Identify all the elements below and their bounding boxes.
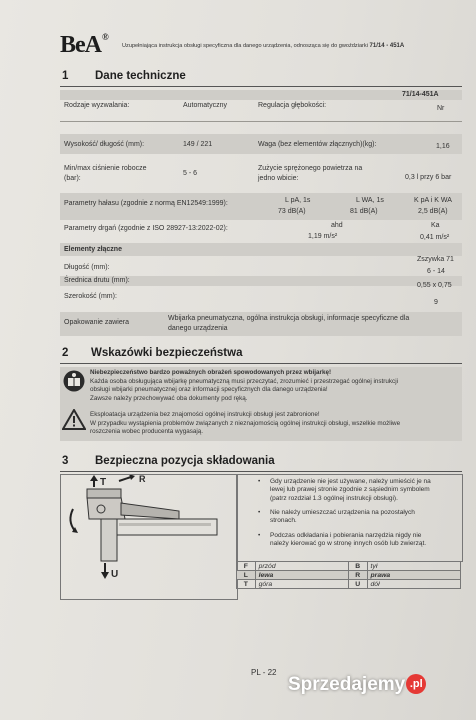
safety-warning-1: [90, 369, 398, 403]
pack-value-2: danego urządzenia: [168, 325, 228, 332]
direction-legend-table: [236, 561, 461, 589]
bullet-text: [270, 478, 431, 503]
page-number: PL - 22: [251, 668, 277, 677]
bullet-line: Podczas odkładania i pobierania narzędzia nigdy nie: [270, 532, 422, 539]
noise-k-value: 2,5 dB(A): [418, 208, 448, 215]
noise-k-label: K pA i K WA: [414, 197, 452, 204]
warning-line: Eksploatacja urządzenia bez znajomości ogólnej instrukcji obsługi jest zabronione!: [90, 411, 320, 418]
noise-lwa-label: L WA, 1s: [356, 197, 384, 204]
divider: [60, 121, 462, 122]
warning-line: obsługi wbijarki pneumatycznej oraz informacji specyficznych dla danego urządzenia!: [90, 386, 328, 394]
bullet-line: należy kierować go w stronę innych osób lub zwierząt.: [270, 540, 427, 548]
bullet-text: [270, 509, 415, 526]
length-label: Długość (mm):: [64, 264, 110, 271]
size-label: Wysokość/ długość (mm):: [64, 141, 145, 148]
direction-value: przód: [255, 562, 348, 571]
watermark-logo: .pl: [406, 674, 426, 694]
nailer-illustration-icon: [61, 475, 237, 599]
vibration-label: Parametry drgań (zgodnie z ISO 28927-13:2022-02):: [64, 225, 228, 232]
logo-text: BeA: [60, 32, 101, 58]
direction-row: [237, 562, 461, 571]
direction-row: [237, 571, 461, 580]
header-model: 71/14 - 451A: [369, 43, 405, 49]
pack-label: Opakowanie zawiera: [64, 319, 129, 326]
depth-label: Regulacja głębokości:: [258, 102, 327, 109]
air-value: 0,3 l przy 6 bar: [405, 174, 452, 181]
bullet-line: stronach.: [270, 517, 297, 525]
warning-triangle-icon: [62, 409, 86, 430]
pack-value: Wbijarka pneumatyczna, ogólna instrukcja obsługi, informacje specyficzne dla: [168, 315, 410, 322]
section-title: Bezpieczna pozycja składowania: [95, 455, 275, 467]
direction-key: T: [237, 580, 256, 589]
size-value: 149 / 221: [183, 141, 213, 148]
section-title: Wskazówki bezpieczeństwa: [91, 347, 243, 359]
length-value: 6 - 14: [427, 268, 445, 275]
warning-line: W przypadku wystąpienia problemów związanych z nieznajomością ogólnej instrukcji obsługi, wszelkie możliwe: [90, 419, 401, 427]
section-number: 1: [62, 70, 69, 82]
pressure-label-unit: (bar):: [64, 175, 81, 182]
arrow-bottom-label: U: [111, 569, 119, 580]
bullet-line: (patrz rozdział 1.3 ogólnej instrukcji obsługi).: [270, 494, 398, 502]
width-label: Szerokość (mm):: [64, 293, 117, 300]
watermark: [288, 674, 426, 696]
direction-value: prawa: [367, 571, 460, 580]
direction-key: U: [348, 580, 367, 589]
fasteners-value: Zszywka 71: [417, 256, 454, 263]
vibration-a-value: 1,19 m/s²: [308, 233, 338, 240]
watermark-text: Sprzedajemy: [288, 674, 406, 695]
noise-lwa-value: 81 dB(A): [350, 208, 378, 215]
direction-key: F: [237, 562, 256, 571]
noise-lpa-value: 73 dB(A): [278, 208, 306, 215]
depth-value: Nr: [437, 105, 445, 112]
width-value: 9: [434, 299, 438, 306]
warning-title: Niebezpieczeństwo bardzo poważnych obrażeń spowodowanych przez wbijarkę!: [90, 369, 332, 376]
direction-key: B: [348, 562, 367, 571]
bullet-line: lewej lub prawej stronie zgodnie z sąsiednim symbolem: [270, 486, 430, 494]
noise-lpa-label: L pA, 1s: [285, 197, 311, 204]
wire-label: Średnica drutu (mm):: [64, 277, 130, 284]
air-label-2: jedno wbicie:: [258, 175, 299, 182]
air-label: Zużycie sprężonego powietrza na: [258, 165, 363, 172]
arrow-right-label: R: [139, 474, 146, 484]
logo-mark: ®: [102, 32, 108, 42]
weight-label: Waga (bez elementów złącznych)(kg):: [258, 141, 377, 148]
section-number: 2: [62, 347, 69, 359]
pressure-value: 5 - 6: [183, 170, 198, 177]
noise-label: Parametry hałasu (zgodnie z normą EN12549:1999):: [64, 200, 228, 207]
section-2-rule: [60, 363, 462, 364]
pressure-label: Min/max ciśnienie robocze: [64, 165, 147, 172]
bullet-dot: •: [258, 478, 261, 485]
fasteners-label: Elementy złączne: [64, 246, 122, 253]
bullet-dot: •: [258, 509, 261, 516]
model-header: 71/14-451A: [402, 91, 439, 98]
bullet-line: Nie należy umieszczać urządzenia na pozostałych: [270, 509, 415, 516]
direction-key: L: [237, 571, 256, 580]
direction-value: lewa: [255, 571, 348, 580]
header-description: Uzupełniająca instrukcja obsługi specyficzna dla danego urządzenia, odnosząca się do gwoździarki: [122, 43, 368, 49]
direction-row: [237, 580, 461, 589]
vibration-a-label: ahd: [331, 222, 343, 229]
section-3-rule: [60, 471, 462, 472]
direction-value: góra: [255, 580, 348, 589]
direction-value: dół: [367, 580, 460, 589]
direction-key: R: [348, 571, 367, 580]
wire-value: 0,55 x 0,75: [417, 282, 452, 289]
warning-line: Zawsze należy przechowywać oba dokumenty pod ręką.: [90, 394, 248, 402]
bullet-dot: •: [258, 532, 261, 539]
safety-warning-2: [90, 411, 400, 437]
direction-value: tył: [367, 562, 460, 571]
read-manual-icon: [63, 370, 85, 392]
arrow-top-label: T: [100, 477, 107, 488]
storage-illustration: [60, 474, 238, 600]
section-number: 3: [62, 455, 69, 467]
bullet-line: Gdy urządzenie nie jest używane, należy umieścić je na: [270, 478, 431, 485]
warning-line: Każda osoba obsługująca wbijarkę pneumatyczną musi przeczytać, zrozumieć i przestrzegać ogólnej instrukcji: [90, 377, 398, 385]
bullet-text: [270, 532, 426, 549]
vibration-k-value: 0,41 m/s²: [420, 234, 450, 241]
warning-line: roszczenia wobec producenta wygasają.: [90, 428, 204, 436]
vibration-k-label: Ka: [431, 222, 440, 229]
trigger-value: Automatyczny: [183, 102, 227, 109]
section-title: Dane techniczne: [95, 70, 186, 82]
trigger-label: Rodzaje wyzwalania:: [64, 102, 130, 109]
weight-value: 1,16: [436, 143, 450, 150]
